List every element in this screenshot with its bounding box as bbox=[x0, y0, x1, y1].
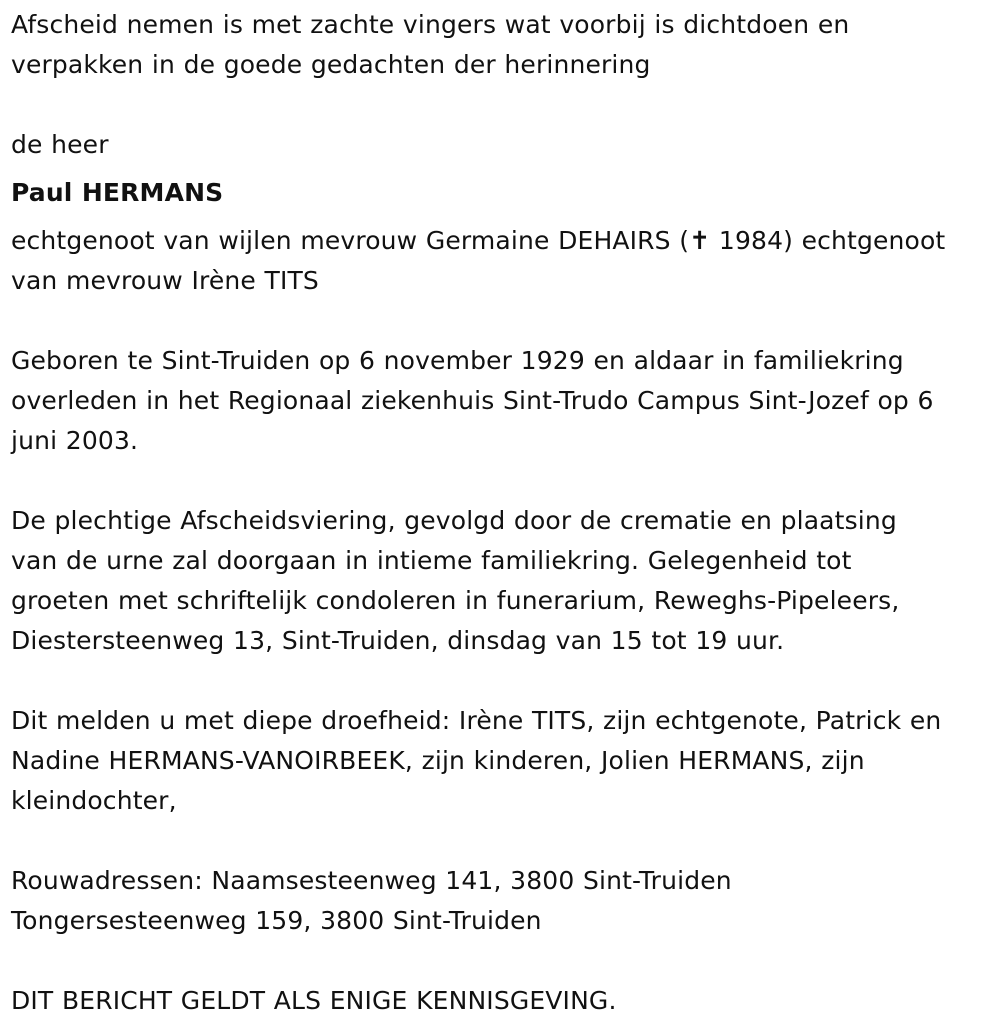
opening-quote-line-1: Afscheid nemen is met zachte vingers wat voorbij is dichtdoen en bbox=[11, 10, 850, 39]
condolence-address-1: Rouwadressen: Naamsesteenweg 141, 3800 Sint-Truiden bbox=[11, 866, 732, 895]
birth-death-line-2: overleden in het Regionaal ziekenhuis Sint-Trudo Campus Sint-Jozef op 6 bbox=[11, 386, 934, 415]
birth-death-line-3: juni 2003. bbox=[11, 426, 139, 455]
ceremony-line-4: Diestersteenweg 13, Sint-Truiden, dinsdag van 15 tot 19 uur. bbox=[11, 626, 785, 655]
ceremony-line-1: De plechtige Afscheidsviering, gevolgd door de crematie en plaatsing bbox=[11, 506, 897, 535]
ceremony-line-3: groeten met schriftelijk condoleren in funerarium, Reweghs-Pipeleers, bbox=[11, 586, 900, 615]
spouse-line-2: van mevrouw Irène TITS bbox=[11, 266, 319, 295]
notice-statement: DIT BERICHT GELDT ALS ENIGE KENNISGEVING. bbox=[11, 986, 617, 1015]
announcers-line-3: kleindochter, bbox=[11, 786, 177, 815]
announcers-line-2: Nadine HERMANS-VANOIRBEEK, zijn kinderen, Jolien HERMANS, zijn bbox=[11, 746, 865, 775]
spouse-line-1: echtgenoot van wijlen mevrouw Germaine DEHAIRS (✝ 1984) echtgenoot bbox=[11, 226, 946, 255]
ceremony-line-2: van de urne zal doorgaan in intieme familiekring. Gelegenheid tot bbox=[11, 546, 852, 575]
opening-quote-line-2: verpakken in de goede gedachten der herinnering bbox=[11, 50, 651, 79]
honorific: de heer bbox=[11, 130, 109, 159]
deceased-name: Paul HERMANS bbox=[11, 178, 224, 207]
condolence-address-2: Tongersesteenweg 159, 3800 Sint-Truiden bbox=[11, 906, 542, 935]
announcers-line-1: Dit melden u met diepe droefheid: Irène TITS, zijn echtgenote, Patrick en bbox=[11, 706, 942, 735]
birth-death-line-1: Geboren te Sint-Truiden op 6 november 1929 en aldaar in familiekring bbox=[11, 346, 904, 375]
